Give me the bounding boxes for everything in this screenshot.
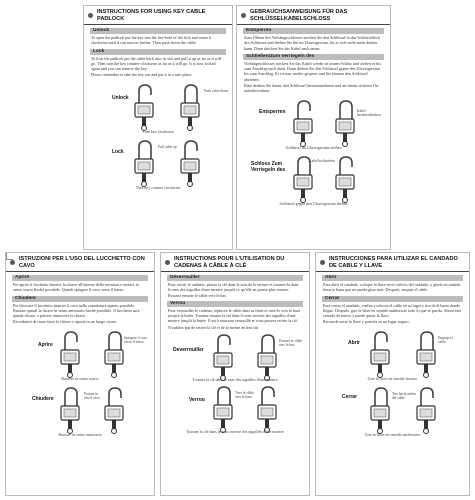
figure-note: Portare in alto il cavo	[84, 391, 100, 400]
figure-caption: Ruotare in senso antiorario	[58, 431, 102, 437]
bullet-icon	[320, 260, 325, 265]
lock-open-icon	[213, 333, 235, 383]
panel-header	[237, 6, 390, 25]
figure-caption: Turn key counter clockwise	[135, 184, 181, 190]
lock-heading: Schließen/Zum Verriegeln des	[243, 54, 384, 60]
lock-closed-icon	[60, 386, 82, 436]
note-text: Ricordatevi di tirare fuori la chiave e riporla in un luogo sicuro.	[13, 319, 118, 325]
figure-label: Deverrouiller	[173, 347, 204, 354]
fold-mark	[6, 253, 13, 260]
lock-closed-icon	[370, 386, 392, 436]
figure-caption: Ruotare in senso orario	[61, 375, 99, 381]
note-text: Bitte denken Sie daran, den Schlüssel herauszunehmen und an einem sicheren Ort aufzubewahren.	[244, 83, 379, 94]
lock-heading: Cerrar	[322, 296, 463, 302]
lock-text: Vorhängeschlosses stecken Sie das Kabel wieder in seinen Schlitz und ziehen es bis zum Anschlag nach oben. Dann drehen Sie den Schlüssel gegen den Uhrzeigersinn bis zum Anschlag. Es ist nun wieder gesperrt und Sie können den Schlüssel abziehen.	[244, 60, 382, 82]
figure-label: Aprire	[38, 341, 53, 348]
panel-header	[161, 253, 309, 272]
lock-text: To lock the padlock put the cable back into its slot and pull it up as far as it will go. Then turn the key counter-clockwise as far as it will go. It is now locked again and you can remove the key.	[91, 55, 222, 72]
lock-heading: Verrou	[167, 301, 303, 307]
unlock-heading: Unlock	[90, 28, 226, 34]
lock-closed-icon	[257, 333, 279, 383]
figure-caption: Tourner la clé dans le sens des aiguilles d'une montre	[192, 377, 278, 383]
figure-label: Entsperren	[259, 108, 286, 115]
unlock-text: To open the padlock put the key into the key-hole of the lock and rotate it clockwise until it can turn no further. Then push down the cable.	[91, 35, 212, 46]
panel-english	[83, 5, 233, 250]
figure-lock	[167, 383, 303, 435]
unlock-heading: Déverrouiller	[167, 275, 303, 281]
figure-unlock	[322, 326, 463, 382]
panel-german	[236, 5, 391, 250]
lock-closed-icon	[416, 330, 438, 380]
figure-unlock	[243, 95, 384, 151]
lock-text: Pour verrouiller le cadenas, replacez le câble dans sa fente et tirez-le vers le haut jusqu'à la butée. Tournez ensuite la clé dans le sens inverse des aiguilles d'une montre jusqu'à la butée. Il est à nouveau verrouillé et vous pouvez retirer la clé.	[168, 307, 300, 324]
panel-french	[160, 252, 310, 496]
figure-lock	[243, 151, 384, 207]
lock-closed-icon	[213, 385, 235, 435]
unlock-text: Per aprire il lucchetto inserire la chiave all'interno della serratura e ruotare in senso orario finché possibile. Quindi spingere il cavo verso il basso.	[13, 282, 139, 293]
figure-note: Push cable down	[204, 88, 229, 93]
figure-caption: Schlüssel im Uhrzeigersinn drehen	[285, 144, 342, 150]
figure-note: Kabel herunterdrücken	[357, 108, 381, 117]
unlock-heading: Abrir	[322, 275, 463, 281]
figure-caption: Schlüssel gegen den Uhrzeigersinn drehen	[279, 200, 348, 206]
panel-title: INSTRUCTIONS POUR L'UTILISATION DU CADENAS À CÂBLE À CLÉ	[174, 256, 285, 269]
panel-italian	[5, 252, 155, 496]
lock-open-icon	[180, 139, 202, 189]
panel-header	[84, 6, 232, 25]
note-text: Recuerde sacar la llave y ponerla en un lugar seguro.	[323, 319, 410, 325]
lock-text: Para cerrar el candado, vuelva a colocar el cable en su lugar y tire de él hasta donde llegue. Después, gire la llave en sentido antihorario todo lo que se pueda. Ahora está cerrado de nuevo y puede quitar la llave.	[323, 302, 462, 319]
figure-unlock	[12, 326, 148, 382]
lock-open-icon	[257, 385, 279, 435]
figure-label: Verrou	[189, 397, 205, 404]
unlock-heading: Entsperren	[243, 28, 384, 34]
figure-note: Pull cable up	[158, 144, 177, 149]
figure-unlock	[167, 331, 303, 383]
panel-title: GEBRAUCHSANWEISUNG FÜR DAS SCHLÜSSELKABELSCHLOSS	[250, 9, 348, 22]
lock-open-icon	[370, 330, 392, 380]
panel-header	[316, 253, 469, 272]
unlock-text: Pour ouvrir le cadenas, placez la clé dans le trou de la serrure et tournez-la dans le sens des aiguilles d'une montre jusqu'à ce qu'elle ne puisse plus tourner. Poussez ensuite le câble vers le bas.	[168, 282, 299, 298]
note-text: N'oubliez pas de retirer la clé et de la mettre en lieu sûr.	[168, 324, 260, 330]
lock-closed-icon	[180, 83, 202, 133]
bullet-icon	[241, 13, 246, 18]
lock-heading: Chiudere	[12, 296, 148, 302]
bullet-icon	[88, 13, 93, 18]
figure-caption: Gire la llave en sentido antihorario	[364, 431, 421, 437]
lock-open-icon	[134, 83, 156, 133]
figure-note: Tirer le câble vers le haut	[235, 391, 255, 400]
panel-header	[6, 253, 154, 272]
lock-open-icon	[104, 386, 126, 436]
figure-lock	[90, 135, 226, 191]
figure-note: Tire hacia arriba del cable	[392, 391, 416, 400]
unlock-text: Zum Öffnen des Vorhängeschlosses stecken Sie den Schlüssel in das Schlüsselloch des Schlosses und drehen Sie ihn im Uhrzeigersinn, bis er sich nicht mehr drehen kann. Dann drücken Sie das Kabel nach unten.	[244, 35, 380, 51]
panel-title: ISTRUZIONI PER L'USO DEL LUCCHETTO CON CAVO	[19, 256, 145, 269]
bullet-icon	[165, 260, 170, 265]
figure-label: Abrir	[348, 339, 360, 346]
note-text: Please remember to take the key out and put it in a safe place.	[91, 72, 193, 78]
figure-caption: Tourner la clé dans le sens inverse des aiguilles d'une montre	[186, 429, 284, 435]
figure-label: Schloss Zum Verriegeln des	[251, 160, 286, 173]
panel-title: INSTRUCCIONES PARA UTILIZAR EL CANDADO DE CABLE Y LLAVE	[329, 256, 458, 269]
lock-open-icon	[416, 386, 438, 436]
figure-label: Lock	[112, 148, 124, 155]
unlock-text: Para abrir el candado, coloque la llave en el orificio del candado, y gírela en sentido horario hasta que no pueda girar más. Después, empuje el cable.	[323, 282, 461, 293]
figure-label: Chiudere	[32, 395, 54, 402]
figure-label: Cerrar	[342, 393, 358, 400]
unlock-heading: Aprire	[12, 275, 148, 281]
lock-text: Per bloccare il lucchetto inserire il cavo nella scanalatura quanto possibile. Ruotare quindi la chiave in senso antiorario finché possibile. Il lucchetto sarà quindi chiuso, e potrete rimuovere la chiave.	[13, 302, 140, 319]
figure-note: Pousser le câble vers le bas	[279, 339, 303, 348]
lock-closed-icon	[134, 139, 156, 189]
figure-unlock	[90, 79, 229, 135]
figure-lock	[12, 382, 148, 438]
figure-note: Spingere il cavo verso il basso	[124, 335, 148, 344]
lock-open-icon	[335, 155, 357, 205]
lock-open-icon	[293, 99, 315, 149]
lock-open-icon	[60, 330, 82, 380]
lock-heading: Lock	[90, 49, 226, 55]
figure-caption: Gire la llave en sentido horario	[367, 375, 418, 381]
figure-caption: Turn key clockwise	[142, 128, 174, 134]
figure-lock	[322, 382, 463, 438]
panel-title: INSTRUCTIONS FOR USING KEY CABLE PADLOCK	[97, 9, 206, 22]
panel-spanish	[315, 252, 470, 496]
figure-note: Kabel hochziehen	[309, 158, 335, 163]
figure-label: Unlock	[112, 94, 129, 101]
lock-closed-icon	[335, 99, 357, 149]
lock-closed-icon	[104, 330, 126, 380]
figure-note: Empuje el cable	[438, 335, 453, 344]
bullet-icon	[10, 260, 15, 265]
